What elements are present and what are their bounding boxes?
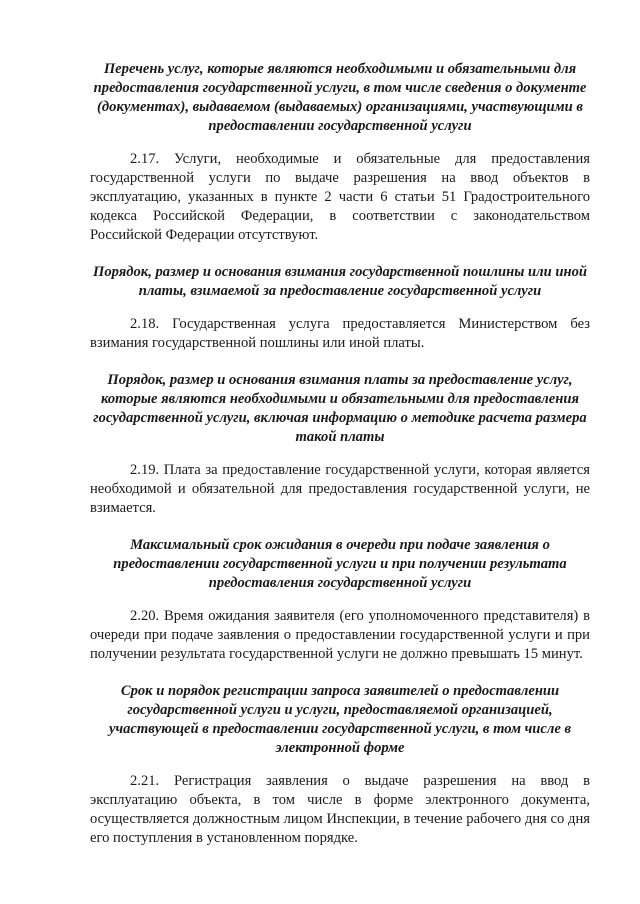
document-page xyxy=(90,60,590,848)
paragraph-2-18: 2.18. Государственная услуга предоставляется Министерством без взимания государственной пошлины или иной платы. xyxy=(90,316,590,351)
section-heading-services-list: Перечень услуг, которые являются необходимыми и обязательными для предоставления государственной услуги, в том числе сведения о документе (документах), выдаваемом (выдаваемых) организациями, участвующими в предоставлении государственной услуги xyxy=(93,61,587,134)
section-heading-state-fee: Порядок, размер и основания взимания государственной пошлины или иной платы, взимаемой за предоставление государственной услуги xyxy=(93,264,587,299)
paragraph-2-19: 2.19. Плата за предоставление государственной услуги, которая является необходимой и обязательной для предоставления государственной услуги, не взимается. xyxy=(90,462,590,516)
section-heading-registration: Срок и порядок регистрации запроса заявителей о предоставлении государственной услуги и услуги, предоставляемой организацией, участвующей в предоставлении государственной услуги, в том числе в электронной форме xyxy=(108,683,572,756)
section-heading-service-fee: Порядок, размер и основания взимания платы за предоставление услуг, которые являются необходимыми и обязательными для предоставления государственной услуги, включая информацию о методике расчета размера такой платы xyxy=(93,372,587,445)
section-heading-queue-time: Максимальный срок ожидания в очереди при подаче заявления о предоставлении государственной услуги и при получении результата предоставления государственной услуги xyxy=(113,537,567,591)
paragraph-2-17: 2.17. Услуги, необходимые и обязательные для предоставления государственной услуги по выдаче разрешения на ввод объектов в эксплуатацию, указанных в пункте 2 части 6 статьи 51 Градостроительного кодекса Российской Федерации, в соответствии с законодательством Российской Федерации отсутствуют. xyxy=(90,151,590,243)
paragraph-2-20: 2.20. Время ожидания заявителя (его уполномоченного представителя) в очереди при подаче заявления о предоставлении государственной услуги и при получении результата государственной услуги не должно превышать 15 минут. xyxy=(90,608,590,662)
paragraph-2-21: 2.21. Регистрация заявления о выдаче разрешения на ввод в эксплуатацию объекта, в том числе в форме электронного документа, осуществляется должностным лицом Инспекции, в течение рабочего дня со дня его поступления в установленном порядке. xyxy=(90,773,590,846)
